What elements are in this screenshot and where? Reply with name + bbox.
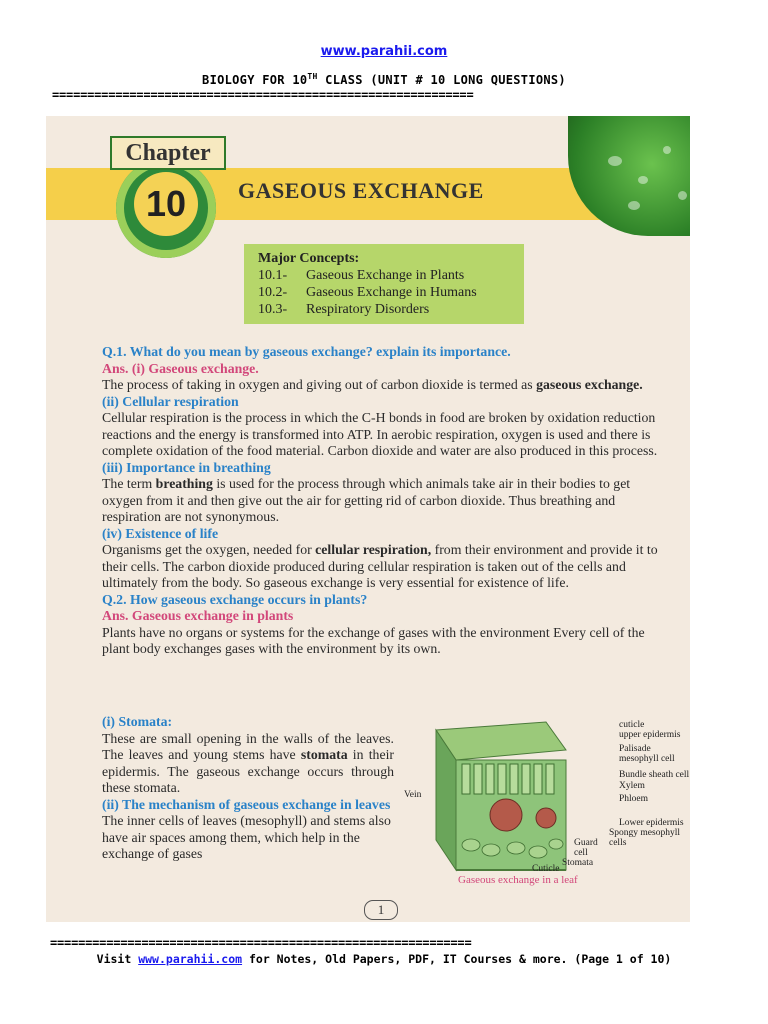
left-column-text bbox=[102, 714, 394, 863]
label-bundle-sheath: Bundle sheath cell bbox=[619, 770, 690, 780]
p4-text-c: from their environment and provide it to their cells. The carbon dioxide produced during cellular respiration is taken out of the cells and ultimately from the body. So gaseous exchange is very essential for existence of life. bbox=[102, 542, 658, 590]
concept-num: 10.3- bbox=[258, 302, 288, 317]
label-cuticle-top: cuticle bbox=[619, 720, 645, 730]
p3-text-c: is used for the process through which animals take air in their bodies to get oxygen from it and then give out the air for getting rid of carbon dioxide. Thus breathing and respiration are not synonymous. bbox=[102, 476, 631, 524]
leaf-cross-section-diagram bbox=[404, 716, 690, 886]
top-divider: ============================================================ bbox=[52, 88, 474, 102]
concept-num: 10.1- bbox=[258, 268, 288, 283]
page-title bbox=[0, 72, 768, 87]
main-text bbox=[102, 344, 672, 658]
p6-text-c: in their epidermis. The gaseous exchange occurs through these stomata. bbox=[102, 747, 394, 795]
paragraph-5: Plants have no organs or systems for the exchange of gases with the environment Every cell of the plant body exchanges gases with the environment by its own. bbox=[102, 624, 645, 656]
label-cuticle-bottom: Cuticle bbox=[532, 864, 560, 874]
concept-text: Gaseous Exchange in Plants bbox=[306, 268, 465, 283]
answer-2-heading: Ans. Gaseous exchange in plants bbox=[102, 608, 294, 623]
label-palisade: Palisade bbox=[619, 744, 651, 754]
footer-site-link[interactable]: www.parahii.com bbox=[138, 952, 243, 966]
p4-text-a: Organisms get the oxygen, needed for bbox=[102, 542, 316, 557]
label-lower-epidermis: Lower epidermis bbox=[619, 818, 684, 828]
label-phloem: Phloem bbox=[619, 794, 649, 804]
label-stomata: Stomata bbox=[562, 858, 594, 868]
concept-item bbox=[258, 301, 510, 318]
bottom-divider: ============================================================ bbox=[50, 936, 472, 950]
p3-bold: breathing bbox=[155, 476, 213, 491]
footer bbox=[0, 952, 768, 966]
chapter-number: 10 bbox=[134, 172, 198, 236]
title-sup: TH bbox=[307, 72, 318, 81]
title-post: CLASS (UNIT # 10 LONG QUESTIONS) bbox=[317, 73, 566, 87]
page-number: 1 bbox=[364, 900, 398, 920]
p6-bold: stomata bbox=[300, 747, 348, 762]
footer-pre: Visit bbox=[96, 952, 139, 966]
label-upper-epidermis: upper epidermis bbox=[619, 730, 681, 740]
chapter-title: GASEOUS EXCHANGE bbox=[238, 178, 484, 203]
paragraph-6 bbox=[102, 731, 394, 797]
footer-post: for Notes, Old Papers, PDF, IT Courses & more. (Page 1 of 10) bbox=[242, 952, 672, 966]
paragraph-1 bbox=[102, 377, 672, 394]
concept-item bbox=[258, 284, 510, 301]
concept-num: 10.2- bbox=[258, 285, 288, 300]
diagram-caption: Gaseous exchange in a leaf bbox=[458, 874, 578, 886]
p6-text-a: These are small opening in the walls of the leaves. The leaves and young stems have bbox=[102, 730, 394, 762]
concept-item bbox=[258, 267, 510, 284]
label-cells: cells bbox=[609, 838, 627, 848]
heading-mechanism: (ii) The mechanism of gaseous exchange in leaves bbox=[102, 796, 391, 812]
question-1: Q.1. What do you mean by gaseous exchange? explain its importance. bbox=[102, 344, 511, 359]
label-guard: Guard bbox=[574, 838, 598, 848]
p4-bold: cellular respiration, bbox=[315, 542, 432, 557]
header-site-link[interactable]: www.parahii.com bbox=[320, 44, 448, 59]
label-xylem: Xylem bbox=[619, 781, 645, 791]
label-cell: cell bbox=[574, 848, 588, 858]
concept-text: Respiratory Disorders bbox=[306, 302, 430, 317]
paragraph-7: The inner cells of leaves (mesophyll) and stems also have air spaces among them, which help in the exchange of gases bbox=[102, 813, 391, 861]
p3-text-a: The term bbox=[102, 476, 156, 491]
p1-text: The process of taking in oxygen and giving out of carbon dioxide is termed as bbox=[102, 377, 537, 392]
concepts-title: Major Concepts: bbox=[258, 251, 360, 266]
label-mesophyll-cell: mesophyll cell bbox=[619, 754, 675, 764]
leaf-section-illustration bbox=[426, 720, 576, 880]
label-spongy: Spongy mesophyll bbox=[609, 828, 680, 838]
question-2: Q.2. How gaseous exchange occurs in plants? bbox=[102, 591, 368, 607]
answer-1-heading: Ans. (i) Gaseous exchange. bbox=[102, 360, 259, 376]
concept-text: Gaseous Exchange in Humans bbox=[306, 285, 477, 300]
p1-bold: gaseous exchange. bbox=[536, 377, 643, 392]
major-concepts-box bbox=[244, 244, 524, 324]
paragraph-3 bbox=[102, 476, 672, 526]
paragraph-4 bbox=[102, 542, 672, 592]
heading-cellular-respiration: (ii) Cellular respiration bbox=[102, 393, 239, 409]
heading-breathing: (iii) Importance in breathing bbox=[102, 459, 271, 475]
heading-existence: (iv) Existence of life bbox=[102, 525, 219, 541]
scanned-page bbox=[46, 116, 690, 922]
paragraph-2: Cellular respiration is the process in which the C-H bonds in food are broken by oxidation reduction reactions and the energy is transformed into ATP. In aerobic respiration, oxygen is used and there is complete oxidation of the food material. Carbon dioxide and water are also produced in this process. bbox=[102, 410, 658, 458]
chapter-label: Chapter bbox=[110, 136, 226, 170]
title-pre: BIOLOGY FOR 10 bbox=[202, 73, 308, 87]
label-vein: Vein bbox=[404, 790, 422, 800]
heading-stomata: (i) Stomata: bbox=[102, 714, 173, 729]
